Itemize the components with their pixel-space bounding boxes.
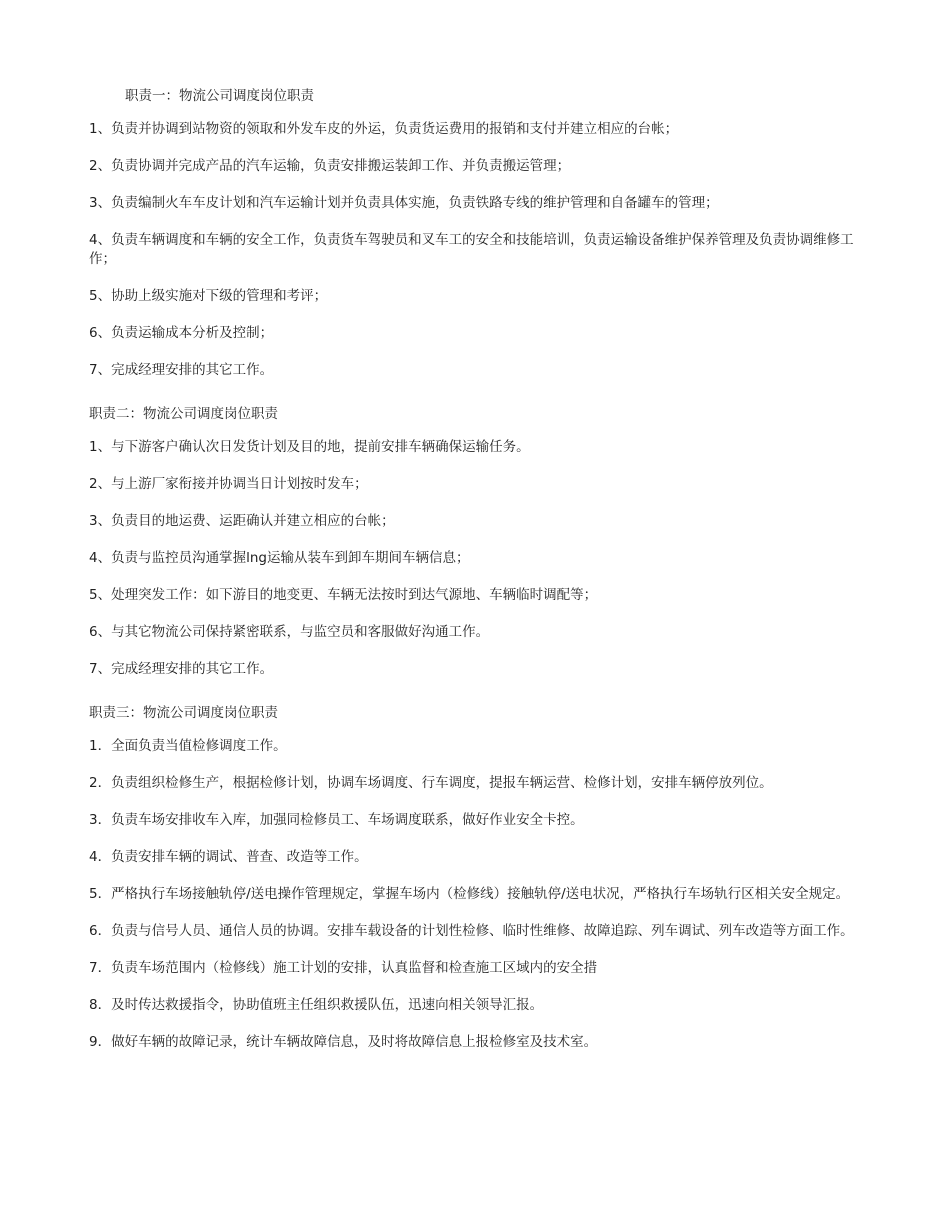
list-item: 5．严格执行车场接触轨停/送电操作管理规定，掌握车场内（检修线）接触轨停/送电状况，严格执行车场轨行区相关安全规定。 bbox=[89, 886, 850, 902]
list-item: 5、协助上级实施对下级的管理和考评； bbox=[89, 288, 328, 304]
list-item: 4．负责安排车辆的调试、普查、改造等工作。 bbox=[89, 849, 368, 865]
list-item: 1、负责并协调到站物资的领取和外发车皮的外运，负责货运费用的报销和支付并建立相应的台帐； bbox=[89, 121, 679, 137]
list-item: 2、负责协调并完成产品的汽车运输，负责安排搬运装卸工作、并负责搬运管理； bbox=[89, 158, 571, 174]
list-item: 7、完成经理安排的其它工作。 bbox=[89, 661, 274, 677]
list-item: 4、负责与监控员沟通掌握lng运输从装车到卸车期间车辆信息； bbox=[89, 550, 470, 566]
list-item: 2．负责组织检修生产，根据检修计划，协调车场调度、行车调度，提报车辆运营、检修计划，安排车辆停放列位。 bbox=[89, 775, 773, 791]
section-1 bbox=[89, 86, 879, 380]
section-2 bbox=[89, 404, 879, 679]
list-item: 7、完成经理安排的其它工作。 bbox=[89, 362, 274, 378]
list-item: 7．负责车场范围内（检修线）施工计划的安排，认真监督和检查施工区域内的安全措 bbox=[89, 960, 598, 976]
list-item: 3．负责车场安排收车入库，加强同检修员工、车场调度联系，做好作业安全卡控。 bbox=[89, 812, 584, 828]
section-title: 职责一：物流公司调度岗位职责 bbox=[125, 88, 314, 104]
list-item: 3、负责编制火车车皮计划和汽车运输计划并负责具体实施，负责铁路专线的维护管理和自备罐车的管理； bbox=[89, 195, 719, 211]
list-item: 8．及时传达救援指令，协助值班主任组织救援队伍，迅速向相关领导汇报。 bbox=[89, 997, 544, 1013]
list-item: 3、负责目的地运费、运距确认并建立相应的台帐； bbox=[89, 513, 395, 529]
list-item: 6．负责与信号人员、通信人员的协调。安排车载设备的计划性检修、临时性维修、故障追踪、列车调试、列车改造等方面工作。 bbox=[89, 923, 854, 939]
section-title: 职责二：物流公司调度岗位职责 bbox=[89, 406, 278, 422]
list-item: 2、与上游厂家衔接并协调当日计划按时发车； bbox=[89, 476, 368, 492]
list-item: 5、处理突发工作：如下游目的地变更、车辆无法按时到达气源地、车辆临时调配等； bbox=[89, 587, 598, 603]
list-item: 1．全面负责当值检修调度工作。 bbox=[89, 738, 287, 754]
section-title: 职责三：物流公司调度岗位职责 bbox=[89, 705, 278, 721]
document-page bbox=[89, 86, 879, 1070]
list-item: 6、与其它物流公司保持紧密联系，与监空员和客服做好沟通工作。 bbox=[89, 624, 490, 640]
section-3 bbox=[89, 703, 879, 1052]
list-item: 6、负责运输成本分析及控制； bbox=[89, 325, 274, 341]
list-item: 9．做好车辆的故障记录，统计车辆故障信息，及时将故障信息上报检修室及技术室。 bbox=[89, 1034, 598, 1050]
list-item: 4、负责车辆调度和车辆的安全工作，负责货车驾驶员和叉车工的安全和技能培训，负责运输设备维护保养管理及负责协调维修工作； bbox=[89, 232, 854, 267]
list-item: 1、与下游客户确认次日发货计划及目的地，提前安排车辆确保运输任务。 bbox=[89, 439, 530, 455]
